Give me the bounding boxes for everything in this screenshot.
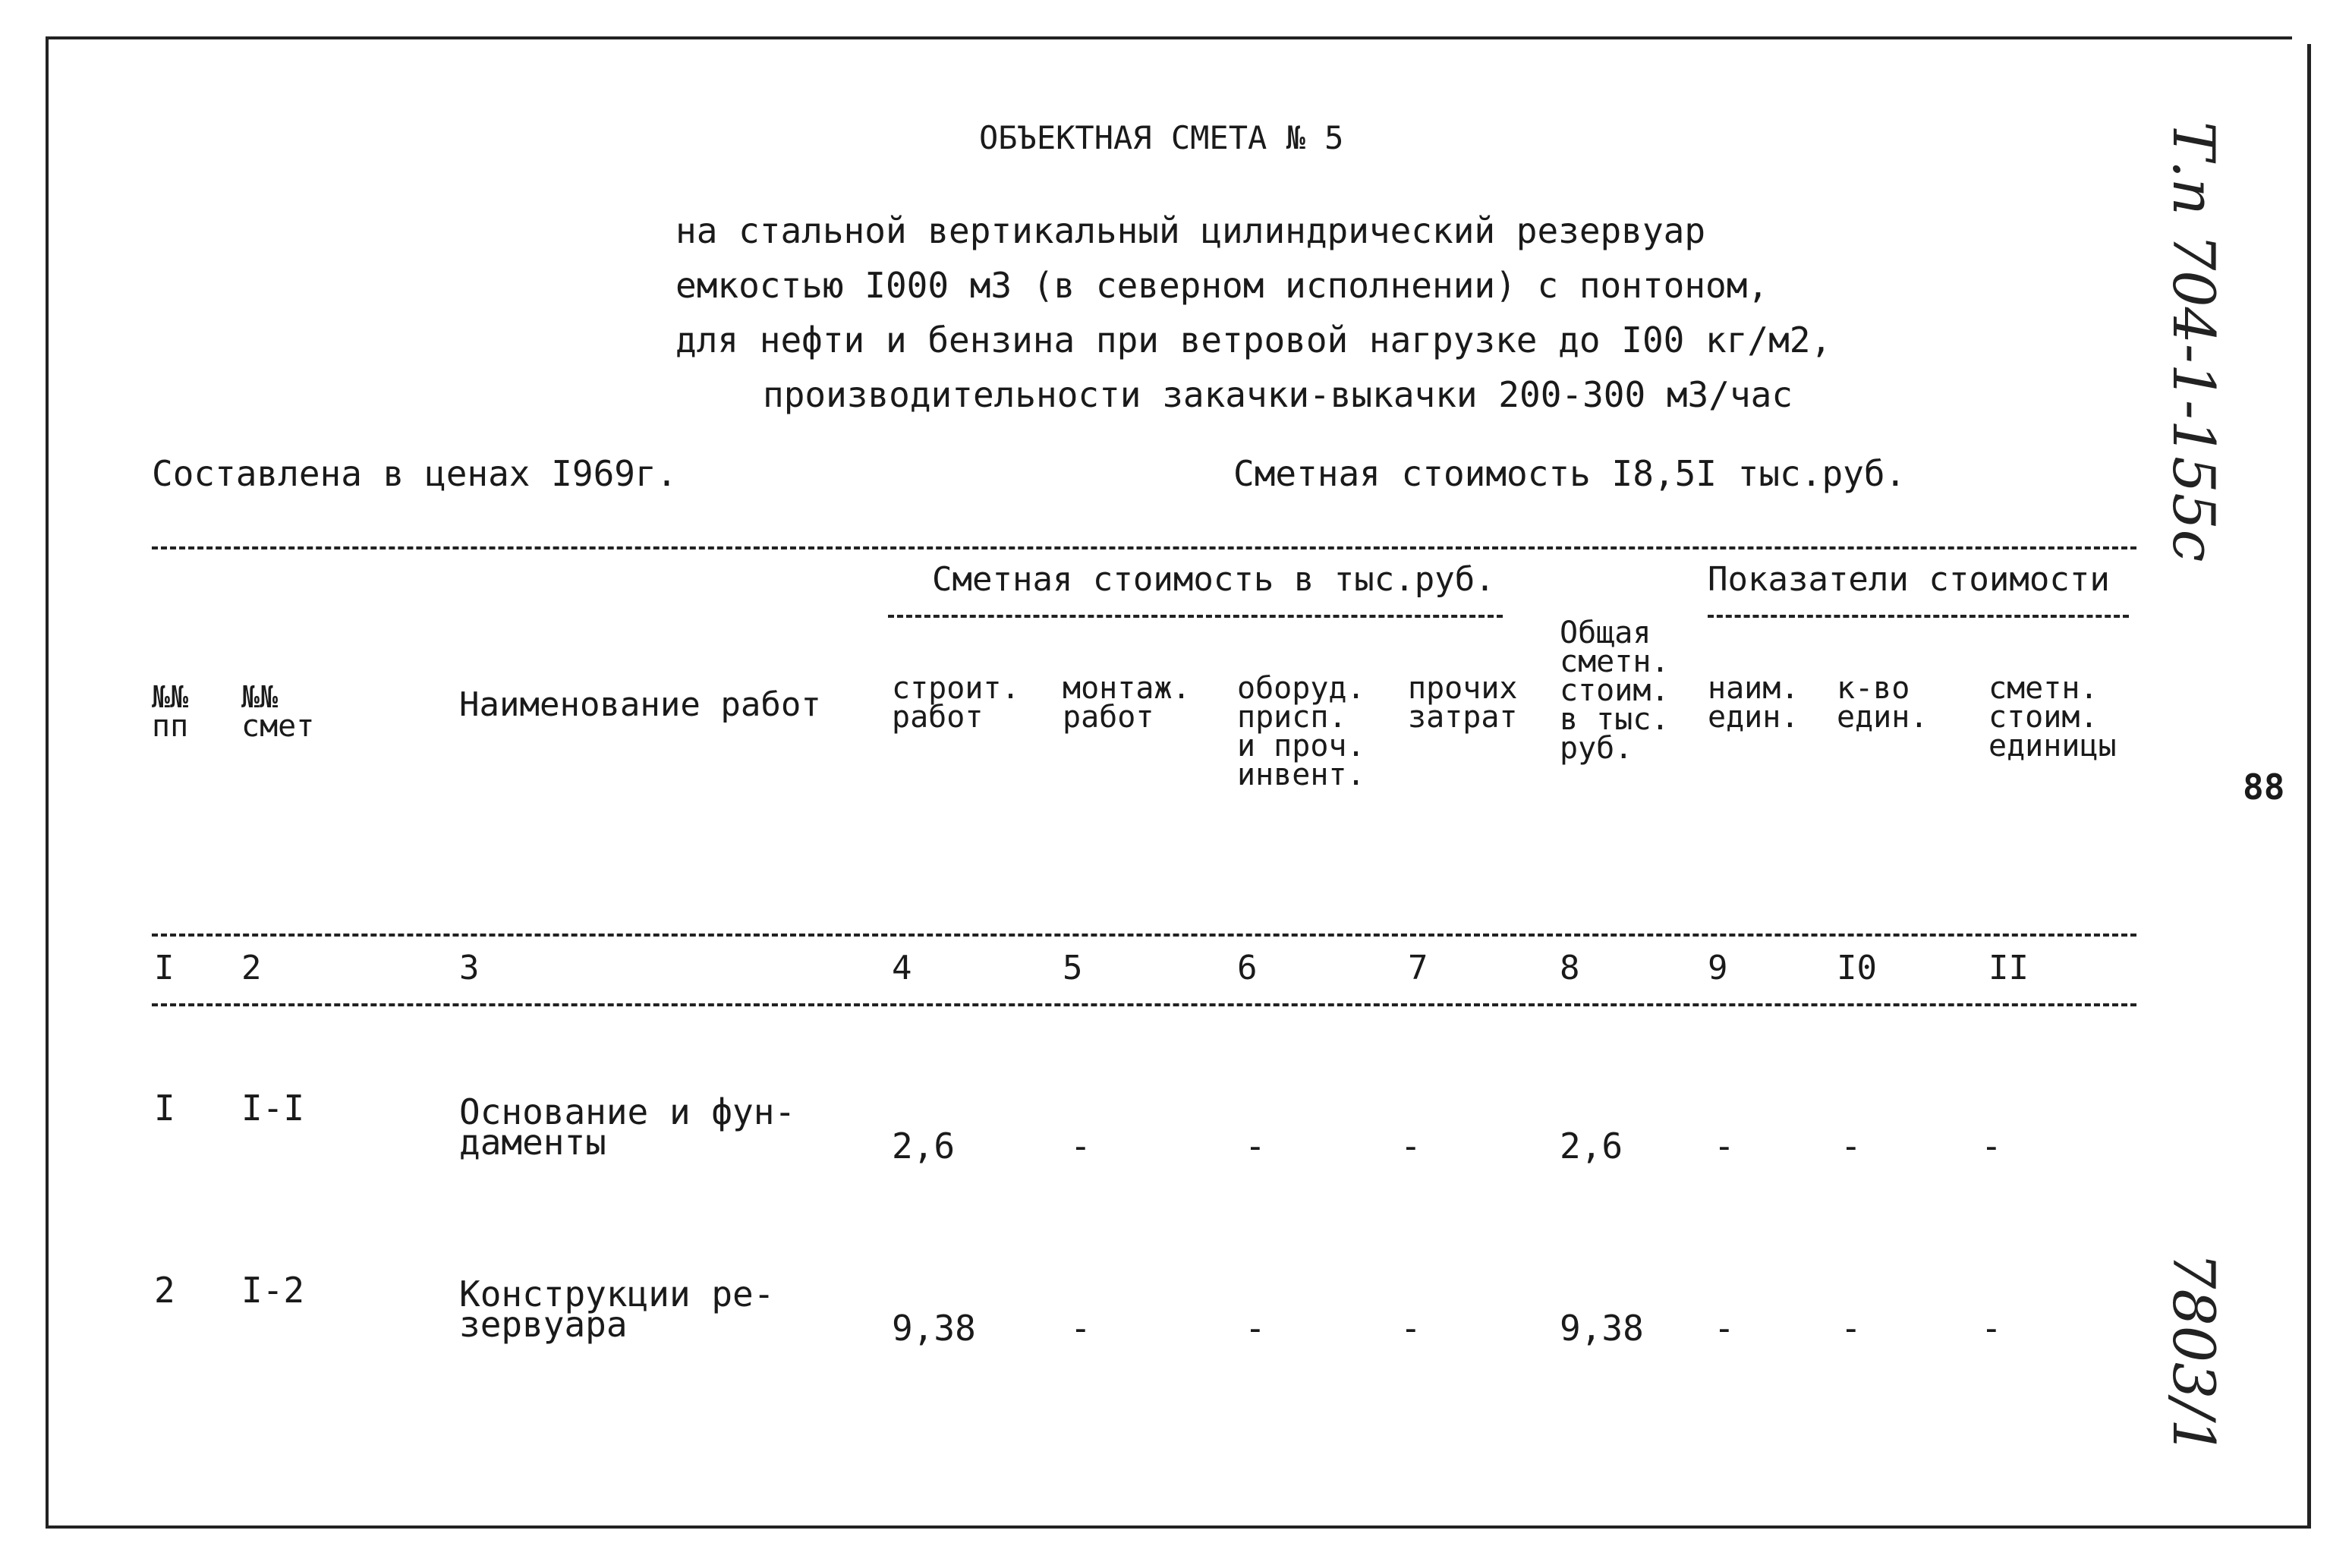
row-2-installation: -: [1070, 1308, 1091, 1349]
column-number: 9: [1708, 949, 1728, 987]
group-header-cost: Сметная стоимость в тыс.руб.: [932, 560, 1495, 599]
subtitle-line-3: для нефти и бензина при ветровой нагрузке до I00 кг/м2,: [675, 320, 1832, 361]
column-number: 2: [241, 949, 262, 987]
row-1-work-name: Основание и фун- даменты: [459, 1091, 796, 1163]
row-2-equipment: -: [1245, 1308, 1266, 1349]
column-number: I0: [1837, 949, 1877, 987]
estimated-cost: Сметная стоимость I8,5I тыс.руб.: [1233, 453, 1907, 494]
column-number: 8: [1560, 949, 1580, 987]
row-2-total: 9,38: [1560, 1308, 1644, 1349]
group-rule-indicators: [1708, 615, 2129, 618]
page-border-right: [2307, 44, 2311, 1528]
header-equipment: оборуд. присп. и проч. инвент.: [1237, 671, 1365, 792]
column-number: 7: [1408, 949, 1428, 987]
row-1-installation: -: [1070, 1126, 1091, 1167]
handwritten-reference: Т.п 704-1-155с: [2160, 121, 2228, 562]
row-1-total: 2,6: [1560, 1126, 1623, 1167]
header-total-cost: Общая сметн. стоим. в тыс. руб.: [1560, 616, 1670, 766]
table-rule-top: [152, 546, 2136, 549]
group-header-indicators: Показатели стоимости: [1708, 560, 2110, 599]
row-1-unit-cost: -: [1981, 1126, 2002, 1167]
column-number: I: [154, 949, 175, 987]
header-estimate-number: №№ смет: [241, 680, 315, 744]
table-rule-numbers-top: [152, 934, 2136, 937]
row-1-number: I: [154, 1088, 175, 1129]
row-2-unit-count: -: [1840, 1308, 1862, 1349]
page-number: 88: [2243, 767, 2285, 808]
row-2-unit-name: -: [1714, 1308, 1735, 1349]
header-installation: монтаж. работ: [1063, 671, 1191, 735]
document-title: ОБЪЕКТНАЯ СМЕТА № 5: [979, 119, 1344, 156]
row-2-unit-cost: -: [1981, 1308, 2002, 1349]
subtitle-line-1: на стальной вертикальный цилиндрический резервуар: [675, 210, 1706, 251]
row-2-construction: 9,38: [892, 1308, 976, 1349]
row-1-estimate: I-I: [241, 1088, 305, 1129]
column-number: 6: [1237, 949, 1258, 987]
header-work-name: Наименование работ: [459, 685, 821, 724]
header-construction: строит. работ: [892, 671, 1020, 735]
header-unit-count: к-во един.: [1837, 671, 1929, 735]
row-2-number: 2: [154, 1270, 175, 1311]
handwritten-code: 7803/1: [2160, 1252, 2228, 1456]
row-1-equipment: -: [1245, 1126, 1266, 1167]
column-number: 3: [459, 949, 480, 987]
page-border-top: [46, 36, 2292, 39]
header-row-number: №№ пп: [152, 680, 189, 744]
row-1-unit-count: -: [1840, 1126, 1862, 1167]
row-1-construction: 2,6: [892, 1126, 956, 1167]
page-border-left: [46, 36, 49, 1528]
price-basis: Составлена в ценах I969г.: [152, 453, 678, 494]
table-rule-numbers-bottom: [152, 1003, 2136, 1006]
row-2-estimate: I-2: [241, 1270, 305, 1311]
row-1-other: -: [1400, 1126, 1422, 1167]
header-other-costs: прочих затрат: [1408, 671, 1518, 735]
column-number: 5: [1063, 949, 1083, 987]
page-border-bottom: [46, 1525, 2311, 1529]
group-rule-cost: [888, 615, 1503, 618]
row-1-unit-name: -: [1714, 1126, 1735, 1167]
header-unit-cost: сметн. стоим. единицы: [1988, 671, 2117, 764]
row-2-work-name: Конструкции ре- зервуара: [459, 1274, 775, 1345]
column-number: 4: [892, 949, 912, 987]
column-number: II: [1988, 949, 2029, 987]
subtitle-line-2: емкостью I000 м3 (в северном исполнении) с понтоном,: [675, 265, 1769, 306]
subtitle-line-4: производительности закачки-выкачки 200-300 м3/час: [763, 374, 1793, 415]
row-2-other: -: [1400, 1308, 1422, 1349]
header-unit-name: наим. един.: [1708, 671, 1799, 735]
